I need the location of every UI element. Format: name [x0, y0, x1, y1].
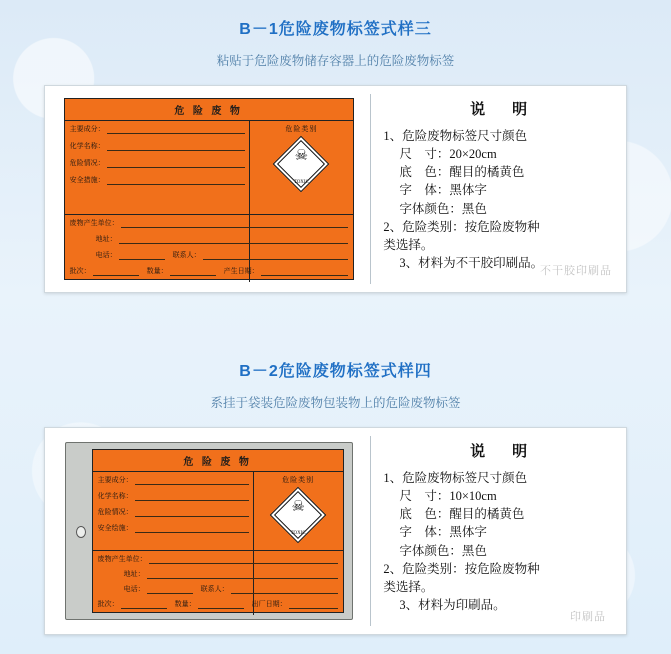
field-row [70, 158, 245, 168]
notes-line: 字体颜色：黑色 [399, 543, 487, 558]
field-label: 批次： [97, 600, 119, 608]
notes-line: 尺 寸：20×20cm [399, 147, 497, 162]
field-row [98, 507, 249, 517]
field-row [98, 584, 338, 594]
watermark-text: 不干胶印刷品 [540, 265, 612, 277]
field-line [93, 266, 139, 276]
field-label: 联系人： [172, 251, 201, 259]
field-label: 数量： [146, 267, 168, 275]
tag-hole-icon [76, 526, 86, 538]
field-line [119, 250, 165, 260]
field-line [121, 218, 348, 228]
field-line [170, 266, 216, 276]
field-row [98, 599, 338, 609]
field-label: 安全措施： [69, 176, 105, 184]
field-row [98, 554, 338, 564]
field-line [135, 523, 249, 533]
field-row [70, 141, 245, 151]
hazard-class-title: 危险类别 [285, 125, 318, 133]
section-two [0, 358, 671, 635]
section-two-title: B－2危险废物标签式样四 [239, 363, 432, 380]
field-line [231, 584, 338, 594]
skull-icon: ☠ [294, 147, 309, 164]
notes-line: 类选择。 [383, 237, 434, 252]
field-line [147, 569, 338, 579]
notes-title: 说 明 [470, 444, 534, 460]
notes-line: 3、材料为不干胶印刷品。 [399, 255, 544, 270]
label-lower-fields [93, 550, 343, 612]
notes-line: 2、危险类别：按危险废物种 [383, 219, 540, 234]
field-line [107, 124, 245, 134]
field-label: 废物产生单位： [69, 219, 119, 227]
watermark-text: 印刷品 [570, 611, 606, 623]
notes-line: 字体颜色：黑色 [399, 201, 487, 216]
label-lower-fields [65, 214, 353, 279]
field-row [70, 234, 348, 244]
field-label: 主要成分： [69, 125, 105, 133]
notes-line: 字 体：黑体字 [399, 525, 487, 540]
field-label: 废物产生单位： [97, 555, 147, 563]
diamond-label: TOXIC [293, 180, 309, 185]
notes-title: 说 明 [470, 102, 534, 118]
section-one-label-area [45, 86, 370, 292]
field-label: 电话： [95, 251, 117, 259]
section-two-label-area [45, 428, 370, 634]
section-one-subtitle: 粘贴于危险废物储存容器上的危险废物标签 [216, 54, 455, 68]
toxic-diamond-icon [272, 489, 324, 541]
section-one [0, 16, 671, 293]
hazardous-waste-label [92, 449, 344, 613]
hazard-class-title: 危险类别 [282, 476, 315, 484]
field-label: 主要成分： [97, 476, 133, 484]
field-label: 数量： [174, 600, 196, 608]
field-row [70, 124, 245, 134]
field-line [135, 491, 249, 501]
field-line [203, 250, 348, 260]
field-line [107, 175, 245, 185]
field-line [261, 266, 348, 276]
field-row [98, 491, 249, 501]
notes-line: 1、危险废物标签尺寸颜色 [383, 471, 528, 485]
field-line [198, 599, 244, 609]
field-label: 地址： [123, 570, 145, 578]
field-row [98, 569, 338, 579]
field-label: 电话： [123, 585, 145, 593]
field-line [289, 599, 338, 609]
field-line [135, 475, 249, 485]
notes-line: 底 色：醒目的橘黄色 [399, 165, 525, 180]
field-row [70, 266, 348, 276]
field-line [121, 599, 167, 609]
field-row [98, 523, 249, 533]
toxic-diamond-icon [275, 138, 327, 190]
field-row [98, 475, 249, 485]
hazardous-waste-label [64, 98, 354, 280]
field-row [70, 250, 348, 260]
field-label: 出厂日期： [251, 600, 287, 608]
field-line [119, 234, 348, 244]
field-line [149, 554, 338, 564]
label-header: 危 险 废 物 [93, 450, 343, 472]
label-header: 危 险 废 物 [65, 99, 353, 121]
notes-line: 3、材料为印刷品。 [399, 597, 506, 612]
field-label: 危险情况： [97, 508, 133, 516]
section-one-notes [371, 86, 626, 292]
skull-icon: ☠ [291, 498, 305, 515]
field-label: 产生日期： [223, 267, 259, 275]
notes-line: 类选择。 [383, 579, 434, 594]
field-label: 化学名称： [97, 492, 133, 500]
field-row [70, 218, 348, 228]
section-two-card [44, 427, 627, 635]
notes-line: 底 色：醒目的橘黄色 [399, 507, 525, 522]
notes-line: 2、危险类别：按危险废物种 [383, 561, 540, 576]
field-row [70, 175, 245, 185]
field-label: 联系人： [200, 585, 229, 593]
field-line [147, 584, 193, 594]
section-two-notes [371, 428, 626, 634]
field-label: 危险情况： [69, 159, 105, 167]
field-line [135, 507, 249, 517]
field-label: 安全绘施： [97, 524, 133, 532]
diamond-label: TOXIC [290, 531, 306, 536]
notes-line: 尺 寸：10×10cm [399, 489, 497, 504]
notes-line: 1、危险废物标签尺寸颜色 [383, 129, 528, 143]
section-one-title: B－1危险废物标签式样三 [239, 21, 432, 38]
notes-line: 字 体：黑体字 [399, 183, 487, 198]
field-line [107, 141, 245, 151]
section-two-subtitle: 系挂于袋装危险废物包装物上的危险废物标签 [210, 396, 461, 410]
field-line [107, 158, 245, 168]
section-one-card [44, 85, 627, 293]
field-label: 化学名称： [69, 142, 105, 150]
hanging-tag [65, 442, 353, 620]
field-label: 批次： [69, 267, 91, 275]
field-label: 地址： [95, 235, 117, 243]
